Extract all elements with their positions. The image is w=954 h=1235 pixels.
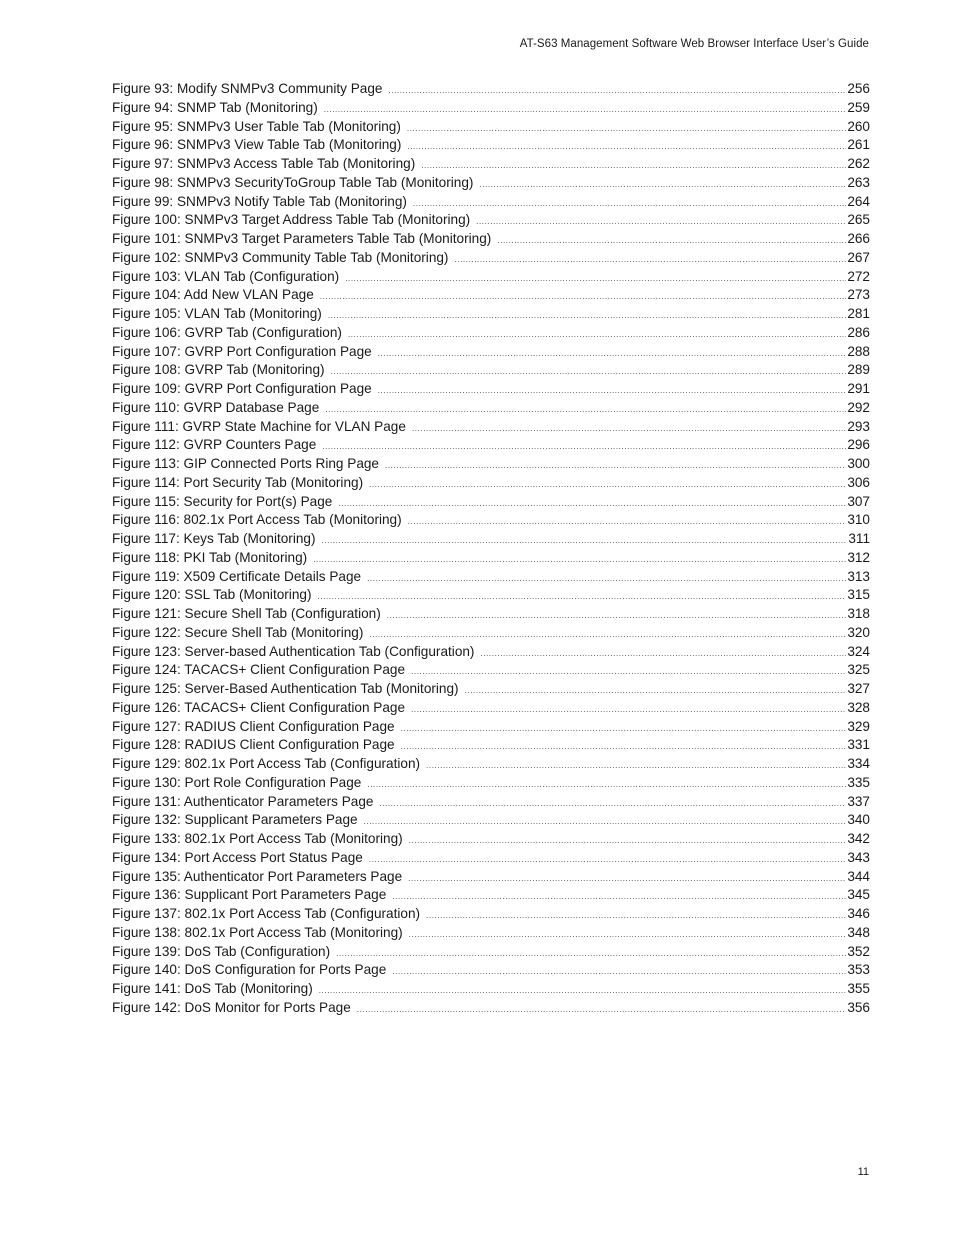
dot-leader — [345, 270, 846, 289]
toc-entry-title: Figure 139: DoS Tab (Configuration) — [112, 943, 331, 959]
toc-entry-title: Figure 117: Keys Tab (Monitoring) — [112, 531, 316, 546]
dot-leader — [412, 420, 846, 439]
toc-entry[interactable] — [112, 80, 870, 99]
toc-entry-page: 289 — [847, 362, 870, 378]
toc-entry-page: 320 — [847, 624, 870, 640]
toc-entry[interactable] — [112, 399, 870, 418]
toc-entry-title: Figure 120: SSL Tab (Monitoring) — [112, 587, 312, 603]
dot-leader — [367, 570, 846, 589]
toc-entry-page: 345 — [847, 887, 870, 903]
toc-entry[interactable] — [112, 155, 870, 174]
toc-entry-page: 273 — [847, 287, 870, 303]
dot-leader — [369, 851, 846, 870]
toc-entry-title: Figure 135: Authenticator Port Parameters Page — [112, 868, 403, 884]
toc-entry-page: 260 — [847, 118, 870, 134]
toc-entry-page: 288 — [847, 343, 870, 359]
toc-entry[interactable] — [112, 755, 870, 774]
toc-entry-title: Figure 115: Security for Port(s) Page — [112, 493, 333, 509]
toc-entry[interactable] — [112, 193, 870, 212]
toc-entry-page: 324 — [847, 643, 870, 659]
toc-entry[interactable] — [112, 268, 870, 287]
toc-entry-page: 346 — [847, 906, 870, 921]
toc-entry[interactable] — [112, 643, 870, 662]
toc-entry-page: 348 — [847, 924, 870, 940]
toc-entry-page: 313 — [847, 568, 870, 584]
list-of-figures — [112, 80, 870, 1018]
toc-entry-page: 264 — [847, 193, 870, 209]
toc-entry-page: 306 — [847, 474, 870, 490]
toc-entry[interactable] — [112, 699, 870, 718]
toc-entry[interactable] — [112, 624, 870, 643]
dot-leader — [426, 757, 846, 776]
toc-entry-title: Figure 121: Secure Shell Tab (Configuration) — [112, 606, 381, 621]
page-number: 11 — [857, 1166, 869, 1178]
toc-entry[interactable] — [112, 305, 870, 324]
toc-entry-title: Figure 99: SNMPv3 Notify Table Tab (Monitoring) — [112, 193, 407, 209]
toc-entry-title: Figure 133: 802.1x Port Access Tab (Monitoring) — [112, 831, 403, 846]
dot-leader — [454, 251, 846, 270]
toc-entry-title: Figure 141: DoS Tab (Monitoring) — [112, 981, 313, 996]
toc-entry[interactable] — [112, 999, 870, 1018]
toc-entry[interactable] — [112, 886, 870, 905]
dot-leader — [465, 682, 847, 701]
toc-entry[interactable] — [112, 868, 870, 887]
dot-leader — [317, 588, 846, 607]
toc-entry-page: 267 — [847, 249, 870, 265]
toc-entry-page: 331 — [847, 737, 870, 753]
toc-entry-page: 263 — [847, 174, 870, 190]
dot-leader — [367, 776, 846, 795]
toc-entry-page: 311 — [848, 531, 870, 546]
toc-entry-page: 343 — [847, 849, 870, 865]
toc-entry-title: Figure 118: PKI Tab (Monitoring) — [112, 549, 308, 565]
toc-entry-title: Figure 126: TACACS+ Client Configuration Page — [112, 699, 406, 715]
toc-entry-title: Figure 109: GVRP Port Configuration Page — [112, 381, 372, 396]
dot-leader — [379, 795, 846, 814]
dot-leader — [408, 870, 846, 889]
toc-entry-title: Figure 111: GVRP State Machine for VLAN Page — [112, 418, 406, 434]
dot-leader — [426, 907, 846, 926]
toc-entry-page: 328 — [847, 699, 870, 715]
toc-entry[interactable] — [112, 905, 870, 924]
toc-entry-page: 344 — [847, 868, 870, 884]
toc-entry[interactable] — [112, 230, 870, 249]
toc-entry[interactable] — [112, 661, 870, 680]
toc-entry[interactable] — [112, 249, 870, 268]
dot-leader — [392, 963, 846, 982]
toc-entry-title: Figure 131: Authenticator Parameters Page — [112, 793, 374, 809]
toc-entry-title: Figure 125: Server-Based Authentication Tab (Monitoring) — [112, 681, 459, 696]
toc-entry-title: Figure 102: SNMPv3 Community Table Tab (Monitoring) — [112, 249, 449, 265]
toc-entry-title: Figure 108: GVRP Tab (Monitoring) — [112, 362, 325, 378]
toc-entry-page: 261 — [847, 137, 870, 153]
toc-entry-title: Figure 103: VLAN Tab (Configuration) — [112, 268, 340, 284]
toc-entry-page: 256 — [847, 81, 870, 96]
toc-entry-title: Figure 123: Server-based Authentication Tab (Configuration) — [112, 643, 475, 659]
toc-entry[interactable] — [112, 961, 870, 980]
toc-entry[interactable] — [112, 980, 870, 999]
toc-entry[interactable] — [112, 605, 870, 624]
toc-entry[interactable] — [112, 343, 870, 362]
dot-leader — [407, 138, 846, 157]
toc-entry-page: 310 — [847, 512, 870, 528]
toc-entry-page: 318 — [847, 606, 870, 621]
toc-entry-title: Figure 127: RADIUS Client Configuration Page — [112, 718, 395, 734]
dot-leader — [476, 213, 846, 232]
dot-leader — [328, 307, 847, 326]
toc-entry[interactable] — [112, 680, 870, 699]
toc-entry[interactable] — [112, 568, 870, 587]
toc-entry[interactable] — [112, 418, 870, 437]
toc-entry[interactable] — [112, 474, 870, 493]
toc-entry-page: 337 — [847, 793, 870, 809]
dot-leader — [408, 513, 847, 532]
dot-leader — [322, 532, 848, 551]
toc-entry[interactable] — [112, 361, 870, 380]
dot-leader — [479, 176, 846, 195]
toc-entry-page: 329 — [847, 718, 870, 734]
toc-entry-page: 355 — [847, 981, 870, 996]
dot-leader — [387, 607, 847, 626]
dot-leader — [409, 832, 847, 851]
toc-entry-title: Figure 98: SNMPv3 SecurityToGroup Table Tab (Monitoring) — [112, 174, 474, 190]
toc-entry[interactable] — [112, 118, 870, 137]
dot-leader — [392, 888, 846, 907]
toc-entry[interactable] — [112, 136, 870, 155]
toc-entry[interactable] — [112, 511, 870, 530]
running-header: AT-S63 Management Software Web Browser Interface User’s Guide — [519, 38, 869, 50]
toc-entry-title: Figure 104: Add New VLAN Page — [112, 287, 314, 303]
toc-entry-page: 272 — [847, 268, 870, 284]
toc-entry-page: 342 — [847, 831, 870, 846]
toc-entry[interactable] — [112, 811, 870, 830]
dot-leader — [421, 157, 846, 176]
toc-entry-page: 259 — [847, 99, 870, 115]
toc-entry[interactable] — [112, 174, 870, 193]
toc-entry[interactable] — [112, 211, 870, 230]
dot-leader — [338, 495, 846, 514]
dot-leader — [401, 738, 847, 757]
toc-entry[interactable] — [112, 380, 870, 399]
toc-entry-title: Figure 140: DoS Configuration for Ports Page — [112, 962, 387, 978]
dot-leader — [322, 438, 846, 457]
toc-entry[interactable] — [112, 324, 870, 343]
toc-entry[interactable] — [112, 849, 870, 868]
toc-entry[interactable] — [112, 774, 870, 793]
toc-entry-title: Figure 96: SNMPv3 View Table Tab (Monitoring) — [112, 137, 402, 153]
toc-entry-page: 266 — [847, 231, 870, 246]
dot-leader — [319, 982, 847, 1001]
dot-leader — [378, 345, 847, 364]
toc-entry-page: 265 — [847, 212, 870, 228]
toc-entry-title: Figure 95: SNMPv3 User Table Tab (Monitoring) — [112, 118, 401, 134]
toc-entry-page: 325 — [847, 662, 870, 678]
toc-entry-title: Figure 101: SNMPv3 Target Parameters Table Tab (Monitoring) — [112, 231, 492, 246]
toc-entry-title: Figure 112: GVRP Counters Page — [112, 437, 317, 453]
toc-entry[interactable] — [112, 286, 870, 305]
dot-leader — [497, 232, 846, 251]
dot-leader — [357, 1001, 847, 1020]
dot-leader — [313, 551, 846, 570]
toc-entry-page: 296 — [847, 437, 870, 453]
toc-entry[interactable] — [112, 718, 870, 737]
dot-leader — [378, 382, 847, 401]
toc-entry-title: Figure 136: Supplicant Port Parameters Page — [112, 887, 387, 903]
toc-entry[interactable] — [112, 736, 870, 755]
toc-entry-title: Figure 129: 802.1x Port Access Tab (Configuration) — [112, 756, 421, 771]
dot-leader — [409, 926, 847, 945]
toc-entry[interactable] — [112, 830, 870, 849]
toc-entry[interactable] — [112, 493, 870, 512]
toc-entry-title: Figure 134: Port Access Port Status Page — [112, 849, 363, 865]
toc-entry-title: Figure 97: SNMPv3 Access Table Tab (Monitoring) — [112, 156, 416, 171]
toc-entry-page: 334 — [847, 756, 870, 771]
toc-entry-title: Figure 113: GIP Connected Ports Ring Page — [112, 456, 379, 471]
toc-entry-page: 291 — [847, 381, 870, 396]
toc-entry-title: Figure 122: Secure Shell Tab (Monitoring) — [112, 624, 364, 640]
toc-entry-title: Figure 93: Modify SNMPv3 Community Page — [112, 81, 383, 96]
toc-entry-page: 262 — [847, 156, 870, 171]
toc-entry[interactable] — [112, 455, 870, 474]
toc-entry-page: 352 — [847, 943, 870, 959]
toc-entry[interactable] — [112, 436, 870, 455]
toc-entry-title: Figure 119: X509 Certificate Details Page — [112, 568, 362, 584]
toc-entry-page: 356 — [847, 999, 870, 1015]
toc-entry-title: Figure 124: TACACS+ Client Configuration Page — [112, 662, 406, 678]
toc-entry[interactable] — [112, 793, 870, 812]
dot-leader — [369, 476, 846, 495]
toc-entry[interactable] — [112, 549, 870, 568]
dot-leader — [348, 326, 846, 345]
toc-entry-title: Figure 107: GVRP Port Configuration Page — [112, 343, 372, 359]
toc-entry[interactable] — [112, 99, 870, 118]
toc-entry-page: 315 — [847, 587, 870, 603]
toc-entry-title: Figure 106: GVRP Tab (Configuration) — [112, 324, 342, 340]
toc-entry-page: 335 — [847, 774, 870, 790]
toc-entry-page: 307 — [847, 493, 870, 509]
dot-leader — [401, 720, 847, 739]
dot-leader — [385, 457, 846, 476]
dot-leader — [331, 363, 847, 382]
toc-entry-page: 281 — [847, 306, 870, 321]
toc-entry-page: 293 — [847, 418, 870, 434]
toc-entry-title: Figure 105: VLAN Tab (Monitoring) — [112, 306, 322, 321]
dot-leader — [480, 645, 846, 664]
dot-leader — [336, 945, 846, 964]
toc-entry-title: Figure 132: Supplicant Parameters Page — [112, 812, 358, 828]
toc-entry-page: 353 — [847, 962, 870, 978]
toc-entry-page: 340 — [847, 812, 870, 828]
toc-entry-page: 327 — [847, 681, 870, 696]
toc-entry-title: Figure 114: Port Security Tab (Monitoring) — [112, 474, 364, 490]
toc-entry-title: Figure 94: SNMP Tab (Monitoring) — [112, 99, 318, 115]
dot-leader — [364, 813, 847, 832]
dot-leader — [413, 195, 846, 214]
dot-leader — [388, 82, 846, 101]
toc-entry-title: Figure 138: 802.1x Port Access Tab (Monitoring) — [112, 924, 403, 940]
toc-entry-page: 312 — [847, 549, 870, 565]
dot-leader — [411, 701, 846, 720]
toc-entry-page: 286 — [847, 324, 870, 340]
dot-leader — [320, 288, 847, 307]
toc-entry[interactable] — [112, 530, 870, 549]
toc-entry-title: Figure 137: 802.1x Port Access Tab (Configuration) — [112, 906, 421, 921]
toc-entry-title: Figure 116: 802.1x Port Access Tab (Monitoring) — [112, 512, 402, 528]
dot-leader — [407, 120, 846, 139]
toc-entry[interactable] — [112, 924, 870, 943]
toc-entry-title: Figure 130: Port Role Configuration Page — [112, 774, 362, 790]
toc-entry-title: Figure 110: GVRP Database Page — [112, 399, 320, 415]
toc-entry[interactable] — [112, 943, 870, 962]
toc-entry-page: 292 — [847, 399, 870, 415]
toc-entry-title: Figure 100: SNMPv3 Target Address Table Tab (Monitoring) — [112, 212, 471, 228]
toc-entry-title: Figure 128: RADIUS Client Configuration Page — [112, 737, 395, 753]
dot-leader — [411, 663, 846, 682]
toc-entry-page: 300 — [847, 456, 870, 471]
toc-entry[interactable] — [112, 586, 870, 605]
toc-entry-title: Figure 142: DoS Monitor for Ports Page — [112, 999, 351, 1015]
